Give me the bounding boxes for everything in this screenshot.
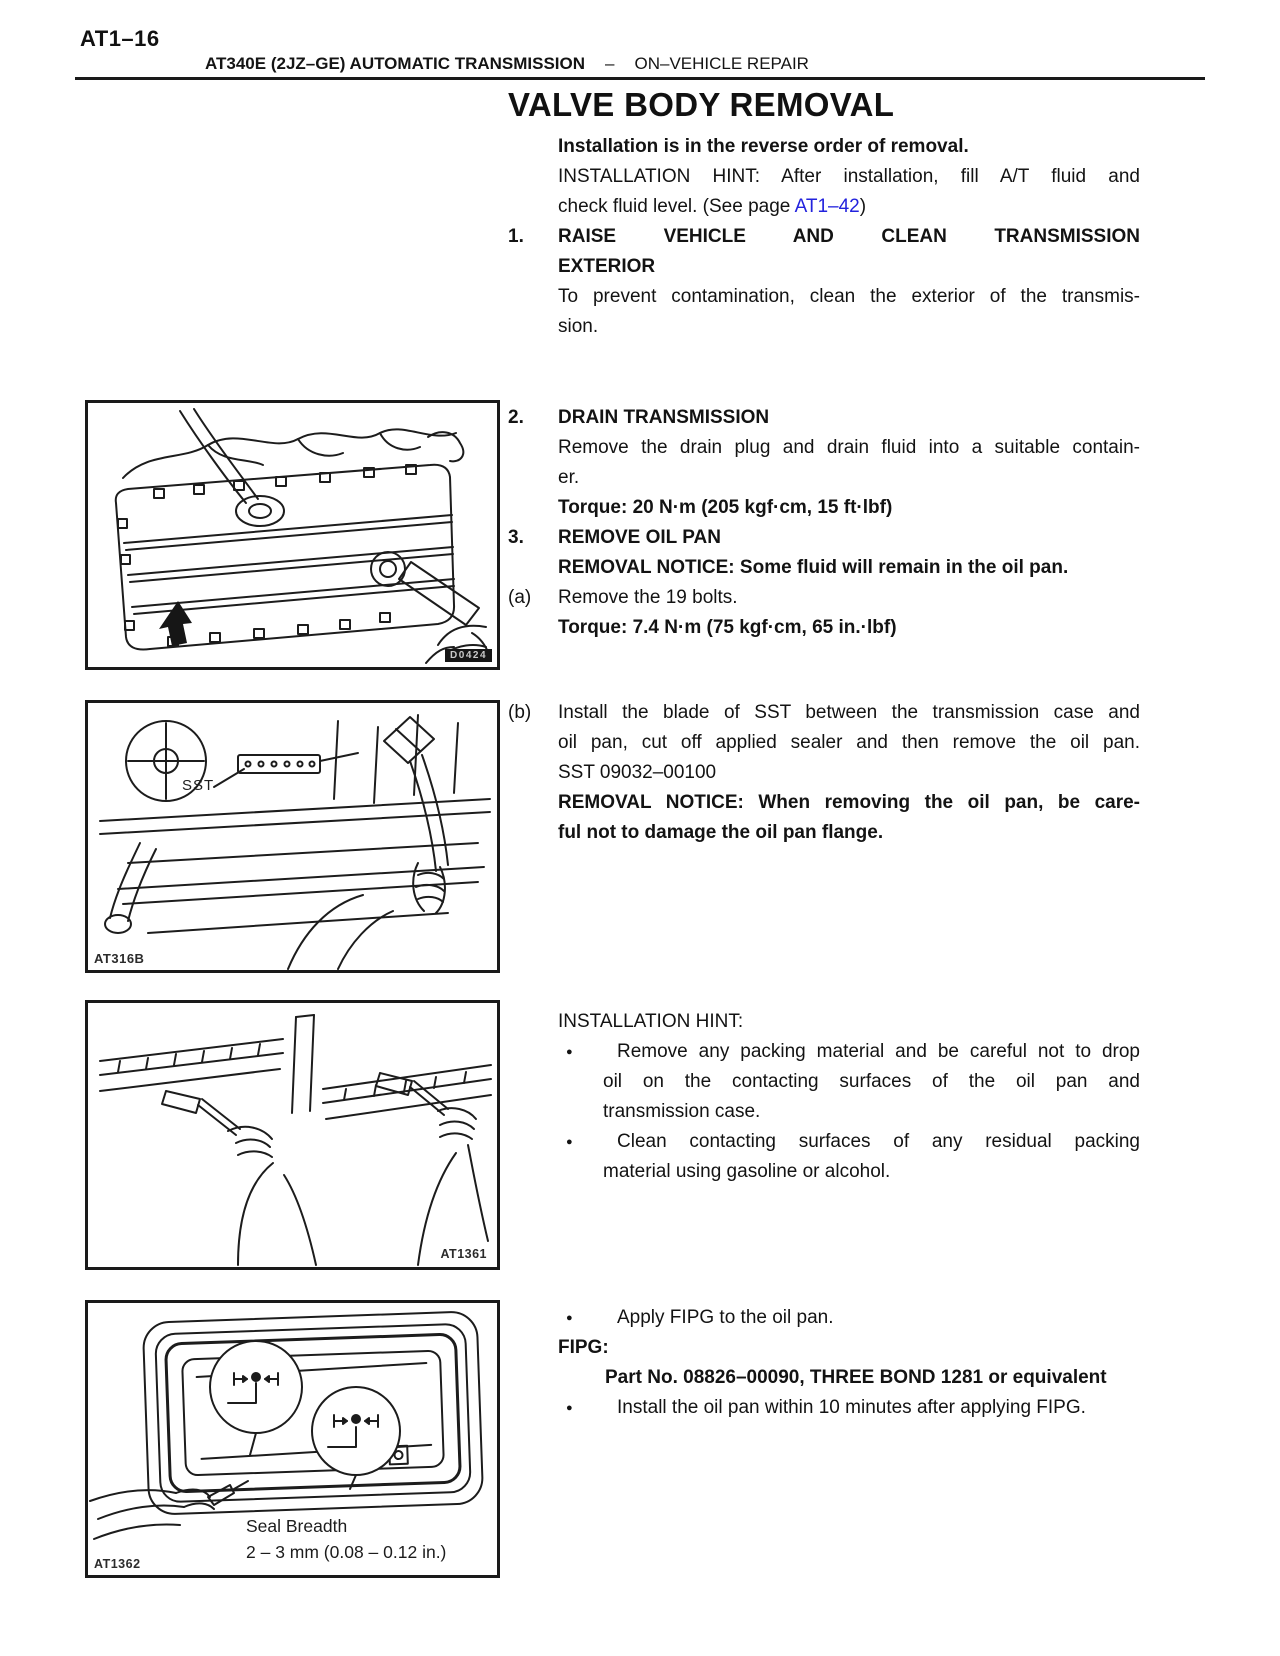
step3b-letter: (b) (508, 702, 532, 723)
step2-body-line1: Remove the drain plug and drain fluid into a suitable contain- (558, 437, 1140, 458)
page-number: AT1–16 (80, 26, 160, 51)
installation-hint-line2 (558, 192, 1140, 222)
oil-pan-bolts-illustration (88, 403, 497, 667)
bullet-icon: ● (566, 1046, 573, 1058)
hint-bullet1-line1: Remove any packing material and be careful not to drop (617, 1041, 1140, 1062)
step3b-sst-number: SST 09032–00100 (558, 762, 717, 783)
figure-apply-fipg (85, 1300, 500, 1578)
figure-sst-sealer-cut (85, 700, 500, 973)
figure2-code: AT316B (94, 951, 145, 966)
header-section-right: ON–VEHICLE REPAIR (634, 54, 809, 73)
arrow-icon (159, 601, 192, 646)
fipg-label: FIPG: (558, 1337, 609, 1358)
sst-sealer-cut-illustration (88, 703, 497, 970)
installation-hint-block (508, 1007, 1140, 1187)
fipg-bullet1: Apply FIPG to the oil pan. (617, 1307, 834, 1328)
step3b-body-line2: oil pan, cut off applied sealer and then remove the oil pan. (558, 732, 1140, 753)
seal-breadth-value: 2 – 3 mm (0.08 – 0.12 in.) (246, 1542, 447, 1562)
step1-number: 1. (508, 226, 524, 247)
step3-number: 3. (508, 527, 524, 548)
reverse-order-note: Installation is in the reverse order of removal. (558, 136, 969, 157)
figure1-code: D0424 (445, 649, 492, 662)
step1-body-line2: sion. (558, 316, 599, 337)
bolt-icons (118, 465, 416, 646)
step3b-block (508, 698, 1140, 848)
step1-title-line1: RAISE VEHICLE AND CLEAN TRANSMISSION (558, 226, 1140, 247)
step3a-torque-spec: Torque: 7.4 N·m (75 kgf·cm, 65 in.·lbf) (558, 617, 897, 638)
step2-body-line2: er. (558, 467, 580, 488)
intro-block (508, 132, 1140, 222)
hint-bullet1-line2: oil on the contacting surfaces of the oil pan and (603, 1071, 1140, 1092)
figure-clean-surfaces (85, 1000, 500, 1270)
step3-title: REMOVE OIL PAN (558, 527, 721, 548)
page-title: VALVE BODY REMOVAL (508, 86, 895, 123)
hint-bullet1-line3: transmission case. (603, 1101, 761, 1122)
step2-torque-spec: Torque: 20 N·m (205 kgf·cm, 15 ft·lbf) (558, 497, 893, 518)
clean-surfaces-illustration (88, 1003, 497, 1267)
bullet-icon: ● (566, 1402, 573, 1414)
figure-oil-pan-bolts (85, 400, 500, 670)
seal-breadth-caption (246, 1513, 446, 1565)
hint-text-pre: check fluid level. (See page (558, 196, 795, 217)
step2-title: DRAIN TRANSMISSION (558, 407, 770, 428)
bullet-icon: ● (566, 1136, 573, 1148)
bullet-icon: ● (566, 1312, 573, 1324)
step3a-letter: (a) (508, 587, 532, 608)
step1-block (508, 222, 1140, 342)
step3a-body: Remove the 19 bolts. (558, 587, 738, 608)
step3b-notice-line2: ful not to damage the oil pan flange. (558, 822, 884, 843)
header-rule (75, 77, 1205, 80)
page-reference-link[interactable]: AT1–42 (794, 196, 860, 217)
hint-bullet2-line1: Clean contacting surfaces of any residual packing (617, 1131, 1140, 1152)
hint-bullet2-line2: material using gasoline or alcohol. (603, 1161, 891, 1182)
step1-title-line2: EXTERIOR (558, 256, 656, 277)
step3-removal-notice: REMOVAL NOTICE: Some fluid will remain in the oil pan. (558, 557, 1069, 578)
step2-number: 2. (508, 407, 524, 428)
fipg-block (508, 1303, 1140, 1423)
fipg-bullet2: Install the oil pan within 10 minutes after applying FIPG. (617, 1397, 1086, 1418)
installation-hint-line1: INSTALLATION HINT: After installation, fill A/T fluid and (558, 166, 1140, 187)
header-separator: – (605, 54, 615, 73)
sst-callout-label: SST (182, 777, 215, 794)
seal-breadth-label: Seal Breadth (246, 1516, 348, 1536)
step2-3-block (508, 403, 1140, 643)
installation-hint-title: INSTALLATION HINT: (558, 1011, 744, 1032)
header-section-title: AT340E (2JZ–GE) AUTOMATIC TRANSMISSION (205, 54, 586, 73)
running-header (205, 54, 809, 74)
hint-text-post: ) (859, 196, 867, 217)
step1-body-line1: To prevent contamination, clean the exterior of the transmis- (558, 286, 1140, 307)
step3b-body-line1: Install the blade of SST between the transmission case and (558, 702, 1140, 723)
fipg-part-number: Part No. 08826–00090, THREE BOND 1281 or equivalent (605, 1367, 1107, 1388)
step3b-notice-line1: REMOVAL NOTICE: When removing the oil pan, be care- (558, 792, 1140, 813)
figure4-code: AT1362 (94, 1557, 141, 1571)
figure3-code: AT1361 (440, 1247, 487, 1261)
